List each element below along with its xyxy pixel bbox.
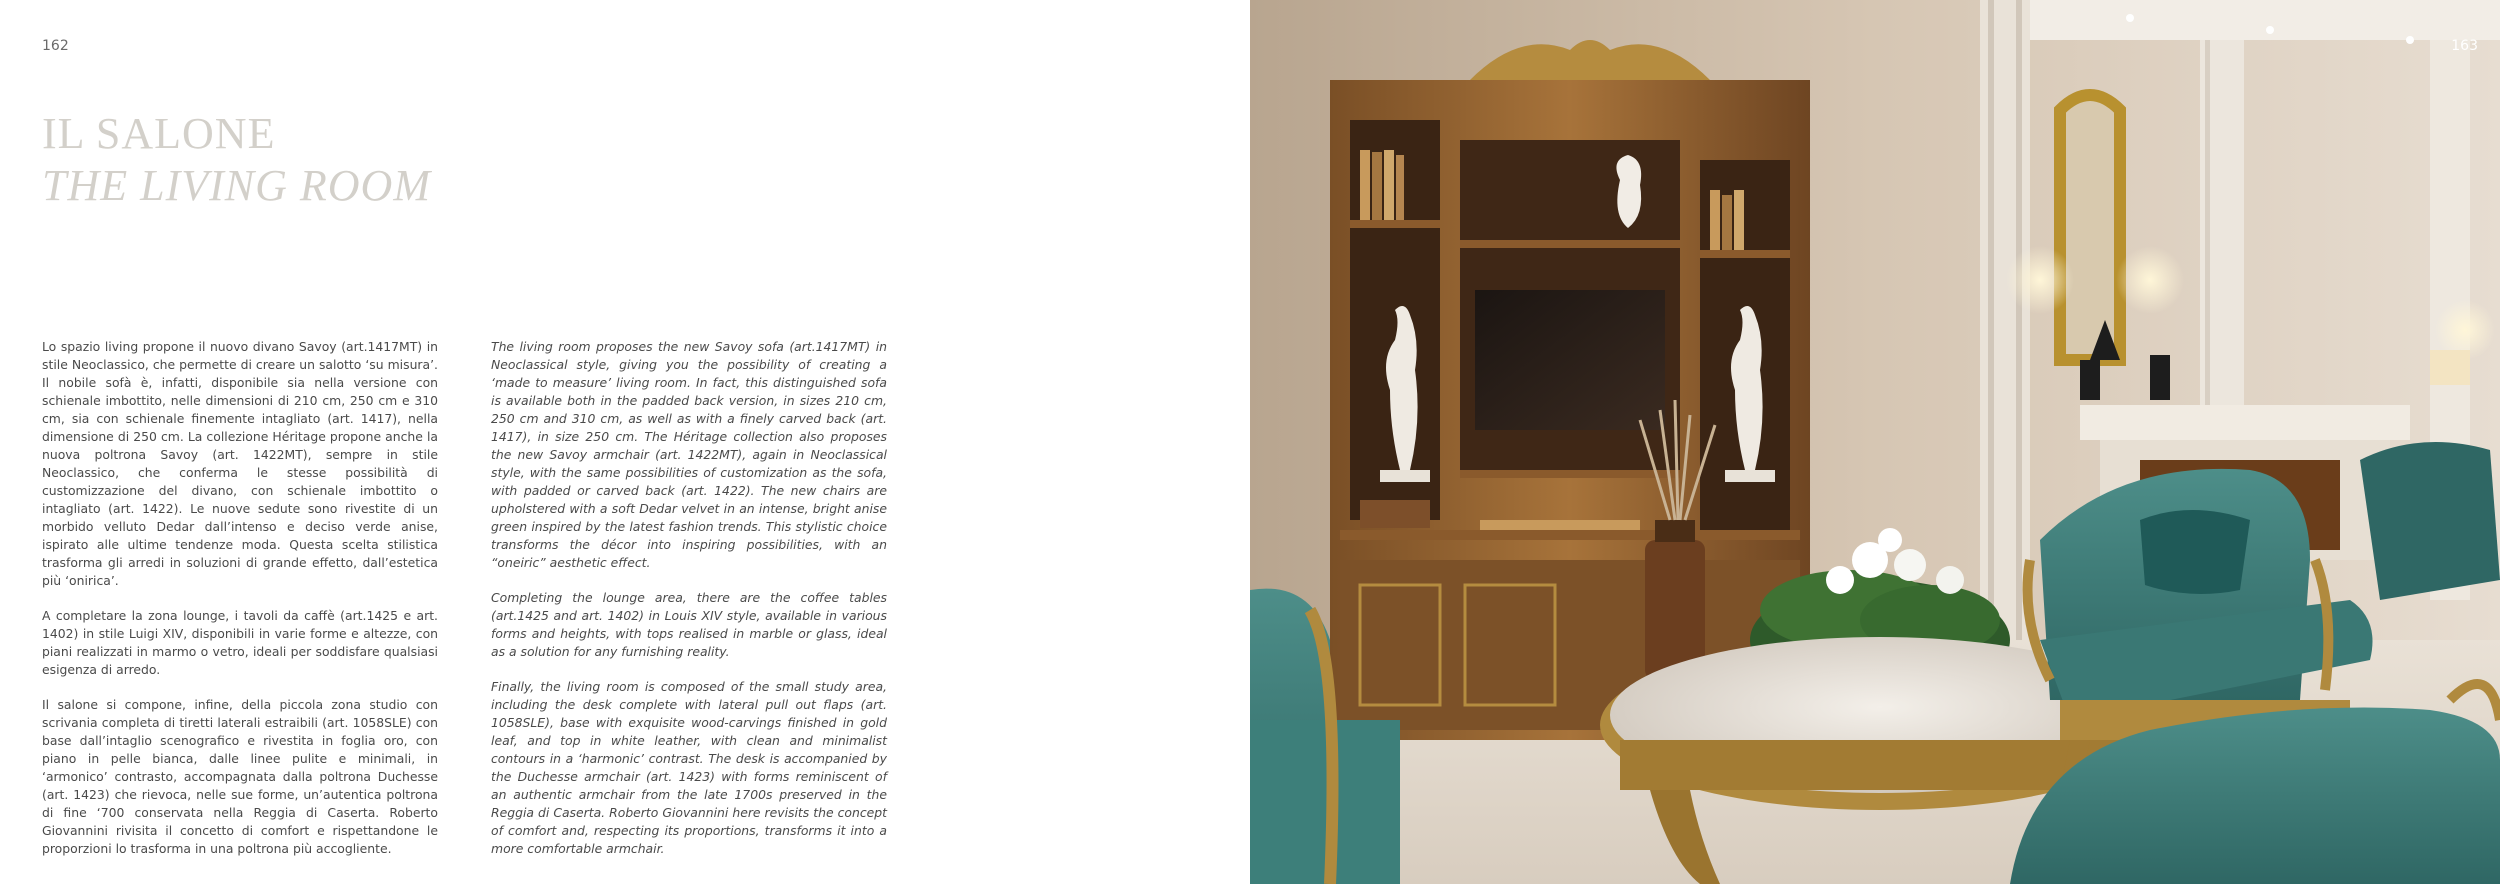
bookcase: [1330, 40, 1810, 740]
television: [1475, 290, 1665, 430]
gilded-mirror: [2060, 95, 2120, 360]
english-paragraph: Finally, the living room is composed of the small study area, including the desk complete with lateral pull out flaps (art. 1058SLE), base with exquisite wood-carvings finished in gold leaf, and top in white leather, with clean and minimalist contours in a ‘harmonic’ contrast. The desk is accompanied by the Duchesse armchair (art. 1423) with forms reminiscent of an authentic armchair from the late 1700s preserved in the Reggia di Caserta. Roberto Giovannini here revisits the concept of comfort and, respecting its proportions, transforms it into a more comfortable armchair.: [491, 679, 887, 856]
column-left: [1980, 0, 2030, 640]
italian-text-column: [42, 338, 438, 875]
italian-paragraph: Lo spazio living propone il nuovo divano Savoy (art.1417MT) in stile Neoclassico, che permette di creare un salotto ‘su misura’. Il nobile sofà è, infatti, disponibile sia nella versione con schienale imbottito, nelle dimensioni di 210 cm, 250 cm e 310 cm, sia con schienale finemente intagliato (art. 1417), nella dimensione di 250 cm. La collezione Héritage propone anche la nuova poltrona Savoy (art. 1422MT), sempre in stile Neoclassico, che conferma le stesse possibilità di customizzazione del divano, con schienale imbottito o intagliato (art. 1422). Le nuove sedute sono rivestite di un morbido velluto Dedar dall’intenso e deciso verde anise, ispirato alle ultime tendenze moda. Questa scelta stilistica trasforma gli arredi in soluzioni di grande effetto, dall’estetica più ‘onirica’.: [42, 339, 438, 588]
english-paragraph: The living room proposes the new Savoy sofa (art.1417MT) in Neoclassical style, giving you the possibility of creating a ‘made to measure’ living room. In fact, this distinguished sofa is available both in the padded back version, in sizes 210 cm, 250 cm and 310 cm, as well as with a finely carved back (art. 1417), in size 250 cm. The Héritage collection also proposes the new Savoy armchair (art. 1422MT), again in Neoclassical style, with the same possibilities of customization as the sofa, with padded or carved back (art. 1422). The new chairs are upholstered with a soft Dedar velvet in an intense, bright anise green inspired by the latest fashion trends. This stylistic choice transforms the décor into inspiring possibilities, with an “oneiric” aesthetic effect.: [491, 339, 887, 570]
mantel: [2080, 405, 2410, 440]
page-title: [42, 108, 431, 212]
italian-paragraph: A completare la zona lounge, i tavoli da caffè (art.1425 e art. 1402) in stile Luigi XIV, disponibili in varie forme e altezze, con piani realizzati in marmo o vetro, ideali per soddisfare qualsiasi esigenza di arredo.: [42, 608, 438, 677]
title-english: THE LIVING ROOM: [42, 161, 431, 210]
wall-sconce: [2006, 246, 2074, 314]
english-paragraph: Completing the lounge area, there are the coffee tables (art.1425 and art. 1402) in Louis XIV style, available in various forms and heights, with tops realised in marble or glass, ideal as a solution for any furnishing reality.: [491, 590, 887, 659]
italian-paragraph: Il salone si compone, infine, della piccola zona studio con scrivania completa di tiretti laterali estraibili (art. 1058SLE) con base dall’intaglio scenografico e rivestita in foglia oro, con piano in pelle bianca, dalle linee pulite e minimali, in ‘armonico’ contrasto, accompagnata dalla poltrona Duchesse (art. 1423) che rievoca, nelle sue forme, un’autentica poltrona di fine ‘700 conservata nella Reggia di Caserta. Roberto Giovannini rivisita il concetto di comfort e rispettandone le proporzioni lo trasforma in una poltrona più accogliente.: [42, 697, 438, 856]
page-number-left: 162: [42, 38, 69, 54]
page-number-right: 163: [2451, 38, 2478, 54]
right-page: [1250, 0, 2500, 884]
ceiling: [2030, 0, 2500, 40]
living-room-photo: [1250, 0, 2500, 884]
far-armchair: [2360, 442, 2500, 600]
cushion: [2140, 510, 2250, 594]
title-italian: IL SALONE: [42, 109, 276, 158]
english-text-column: [491, 338, 887, 875]
